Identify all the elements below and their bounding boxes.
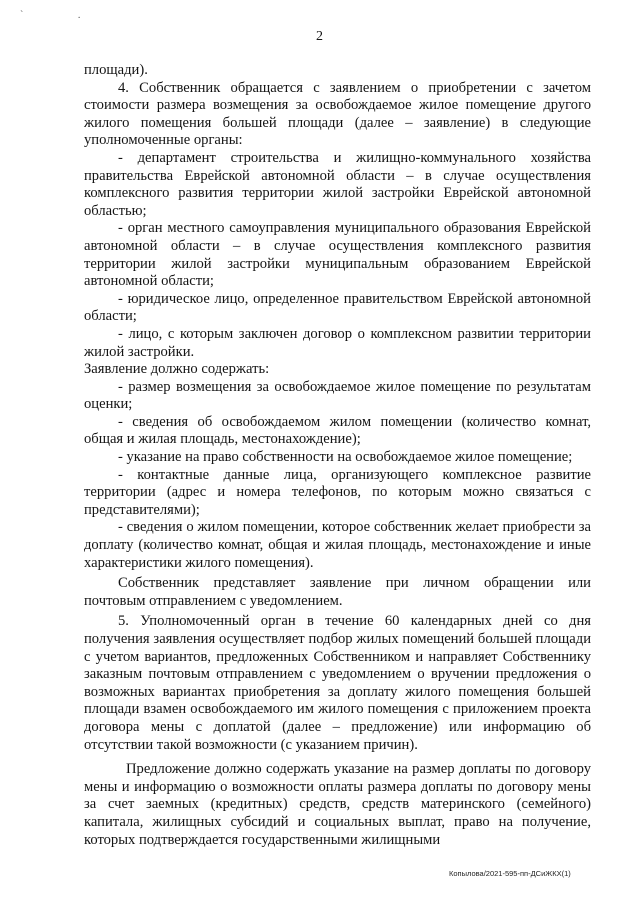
scan-marks: ` . <box>20 10 107 21</box>
list-item-contract-party: - лицо, с которым заключен договор о комплексном развитии территории жилой застройки. <box>84 325 591 360</box>
list-item-compensation: - размер возмещения за освобождаемое жилое помещение по результатам оценки; <box>84 378 591 413</box>
paragraph-item-5: 5. Уполномоченный орган в течение 60 календарных дней со дня получения заявления осуществляет подбор жилых помещений большей площади с учетом вариантов, предложенных Собственником и направляет Собственнику заказным почтовым отправлением с уведомлением о вручении предложения о возможных вариантах приобретения за доплату жилого помещения большей площади взамен освобождаемого им жилого помещения с приложением проекта договора мены с доплатой (далее – предложение) или информацию об отсутствии такой возможности (с указанием причин). <box>84 613 591 753</box>
list-item-ownership: - указание на право собственности на освобождаемое жилое помещение; <box>118 449 573 466</box>
list-item-legal-entity: - юридическое лицо, определенное правительством Еврейской автономной области; <box>84 290 591 325</box>
page-number: 2 <box>316 29 323 44</box>
list-item-contacts: - контактные данные лица, организующего комплексное развитие территории (адрес и номера телефонов, по которым можно связаться с представителями); <box>84 466 591 518</box>
list-item-desired-premises: - сведения о жилом помещении, которое собственник желает приобрести за доплату (количество комнат, общая и жилая площадь, местонахождение и иные характеристики жилого помещения). <box>84 519 591 571</box>
list-item-premises-info: - сведения об освобождаемом жилом помещении (количество комнат, общая и жилая площадь, местонахождение); <box>84 413 591 448</box>
document-code: Копылова/2021-595-пп-ДСиЖКХ(1) <box>449 869 571 878</box>
paragraph-continuation: площади). <box>84 62 148 78</box>
paragraph-offer: Предложение должно содержать указание на размер доплаты по договору мены и информацию о возможности оплаты размера доплаты по договору мены за счет заемных (кредитных) средств, средств материнского (семейного) капитала, жилищных субсидий и социальных выплат, право на получение, которых подтверждается государственными жилищными <box>84 761 591 848</box>
document-body <box>84 62 591 849</box>
paragraph-item-4: 4. Собственник обращается с заявлением о приобретении с зачетом стоимости размера возмещения за освобождаемое жилое помещение другого жилого помещения большей площади (далее – заявление) в следующие уполномоченные органы: <box>84 79 591 149</box>
paragraph-application-contents: Заявление должно содержать: <box>84 361 270 378</box>
paragraph-submission: Собственник представляет заявление при личном обращении или почтовым отправлением с уведомлением. <box>84 575 591 609</box>
list-item-department: - департамент строительства и жилищно-коммунального хозяйства правительства Еврейской автономной области – в случае осуществления комплексного развития территории жилой застройки Еврейской автономной областью; <box>84 149 591 219</box>
list-item-local-government: - орган местного самоуправления муниципального образования Еврейской автономной области – в случае осуществления комплексного развития территории жилой застройки муниципальным образованием Еврейской автономной области; <box>84 220 591 290</box>
